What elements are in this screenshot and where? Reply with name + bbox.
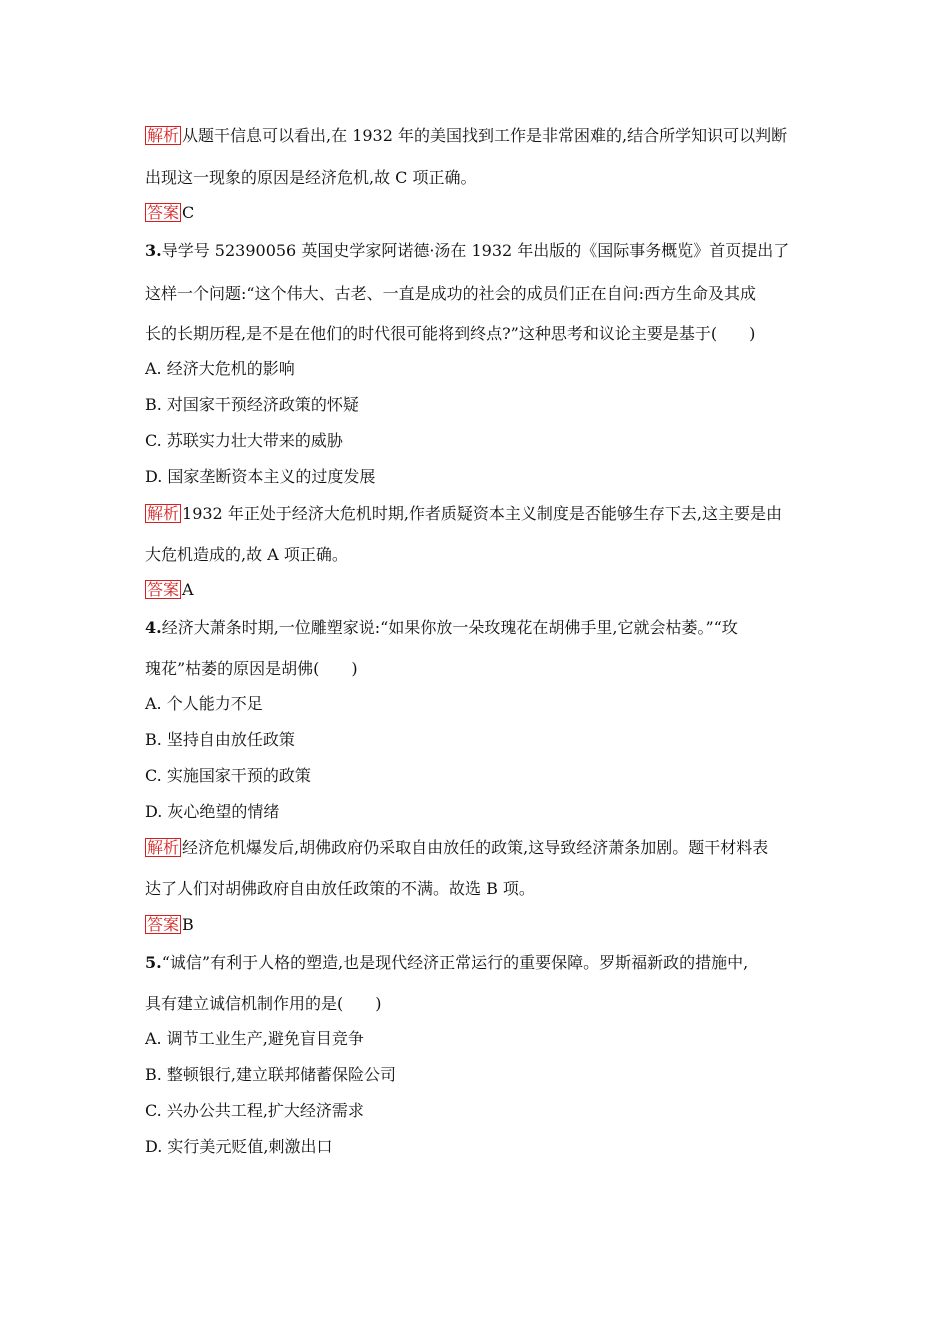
q3-option-b[interactable]: B. 对国家干预经济政策的怀疑 — [145, 395, 359, 414]
q3-stem-text-2: 这样一个问题:“这个伟大、古老、一直是成功的社会的成员们正在自问:西方生命及其成 — [145, 284, 756, 303]
q4-number: 4. — [145, 618, 162, 637]
q3-analysis-text-1: 1932 年正处于经济大危机时期,作者质疑资本主义制度是否能够生存下去,这主要是由 — [182, 504, 782, 523]
q5-stem-text-1: “诚信”有利于人格的塑造,也是现代经济正常运行的重要保障。罗斯福新政的措施中, — [161, 953, 749, 972]
q5-stem-line-2 — [145, 994, 382, 1014]
answer-tag: 答案 — [147, 580, 180, 599]
analysis-tag: 解析 — [147, 126, 180, 145]
q2-analysis-line-1 — [145, 126, 787, 146]
q3-option-a[interactable]: A. 经济大危机的影响 — [145, 359, 295, 378]
q3-stem-text-3: 长的长期历程,是不是在他们的时代很可能将到终点?”这种思考和议论主要是基于( ) — [145, 324, 756, 343]
q5-option-d[interactable]: D. 实行美元贬值,刺激出口 — [145, 1137, 333, 1156]
q4-analysis-text-2: 达了人们对胡佛政府自由放任政策的不满。故选 B 项。 — [145, 879, 535, 898]
q2-analysis-text-2: 出现这一现象的原因是经济危机,故 C 项正确。 — [145, 168, 477, 187]
q3-stem-line-2 — [145, 284, 756, 304]
q5-stem-text-2: 具有建立诚信机制作用的是( ) — [145, 994, 382, 1013]
q5-stem-line-1 — [145, 953, 748, 973]
q4-stem-line-2 — [145, 659, 358, 679]
q3-stem-line-3 — [145, 324, 755, 344]
q2-analysis-text-1: 从题干信息可以看出,在 1932 年的美国找到工作是非常困难的,结合所学知识可以判断 — [182, 126, 788, 145]
q4-answer-line — [145, 915, 194, 935]
q4-option-c[interactable]: C. 实施国家干预的政策 — [145, 766, 311, 785]
q3-stem-text-1: 导学号 52390056 英国史学家阿诺德·汤在 1932 年出版的《国际事务概览》首页提出了 — [161, 241, 790, 260]
q3-option-d[interactable]: D. 国家垄断资本主义的过度发展 — [145, 467, 376, 486]
q4-answer-value: B — [182, 915, 194, 934]
q4-analysis-text-1: 经济危机爆发后,胡佛政府仍采取自由放任的政策,这导致经济萧条加剧。题干材料表 — [182, 838, 769, 857]
q4-analysis-line-1 — [145, 838, 768, 858]
q4-stem-text-2: 瑰花”枯萎的原因是胡佛( ) — [145, 659, 358, 678]
analysis-tag: 解析 — [147, 838, 180, 857]
q5-option-a[interactable]: A. 调节工业生产,避免盲目竞争 — [145, 1029, 364, 1048]
answer-tag: 答案 — [147, 915, 180, 934]
q3-answer-value: A — [182, 580, 194, 599]
analysis-tag: 解析 — [147, 504, 180, 523]
q3-answer-line — [145, 580, 194, 600]
q4-stem-text-1: 经济大萧条时期,一位雕塑家说:“如果你放一朵玫瑰花在胡佛手里,它就会枯萎。”“玫 — [161, 618, 738, 637]
q5-option-b[interactable]: B. 整顿银行,建立联邦储蓄保险公司 — [145, 1065, 397, 1084]
answer-tag: 答案 — [147, 203, 180, 222]
q3-analysis-text-2: 大危机造成的,故 A 项正确。 — [145, 545, 348, 564]
q5-number: 5. — [145, 953, 162, 972]
q3-number: 3. — [145, 241, 162, 260]
q4-option-d[interactable]: D. 灰心绝望的情绪 — [145, 802, 280, 821]
q3-option-c[interactable]: C. 苏联实力壮大带来的威胁 — [145, 431, 343, 450]
q4-analysis-line-2 — [145, 879, 535, 899]
q2-answer-value: C — [182, 203, 195, 222]
q3-stem-line-1 — [145, 241, 789, 261]
q4-option-a[interactable]: A. 个人能力不足 — [145, 694, 263, 713]
q5-option-c[interactable]: C. 兴办公共工程,扩大经济需求 — [145, 1101, 364, 1120]
q4-option-b[interactable]: B. 坚持自由放任政策 — [145, 730, 295, 749]
q3-analysis-line-2 — [145, 545, 348, 565]
q4-stem-line-1 — [145, 618, 738, 638]
q2-analysis-line-2 — [145, 168, 477, 188]
q2-answer-line — [145, 203, 194, 223]
q3-analysis-line-1 — [145, 504, 782, 524]
